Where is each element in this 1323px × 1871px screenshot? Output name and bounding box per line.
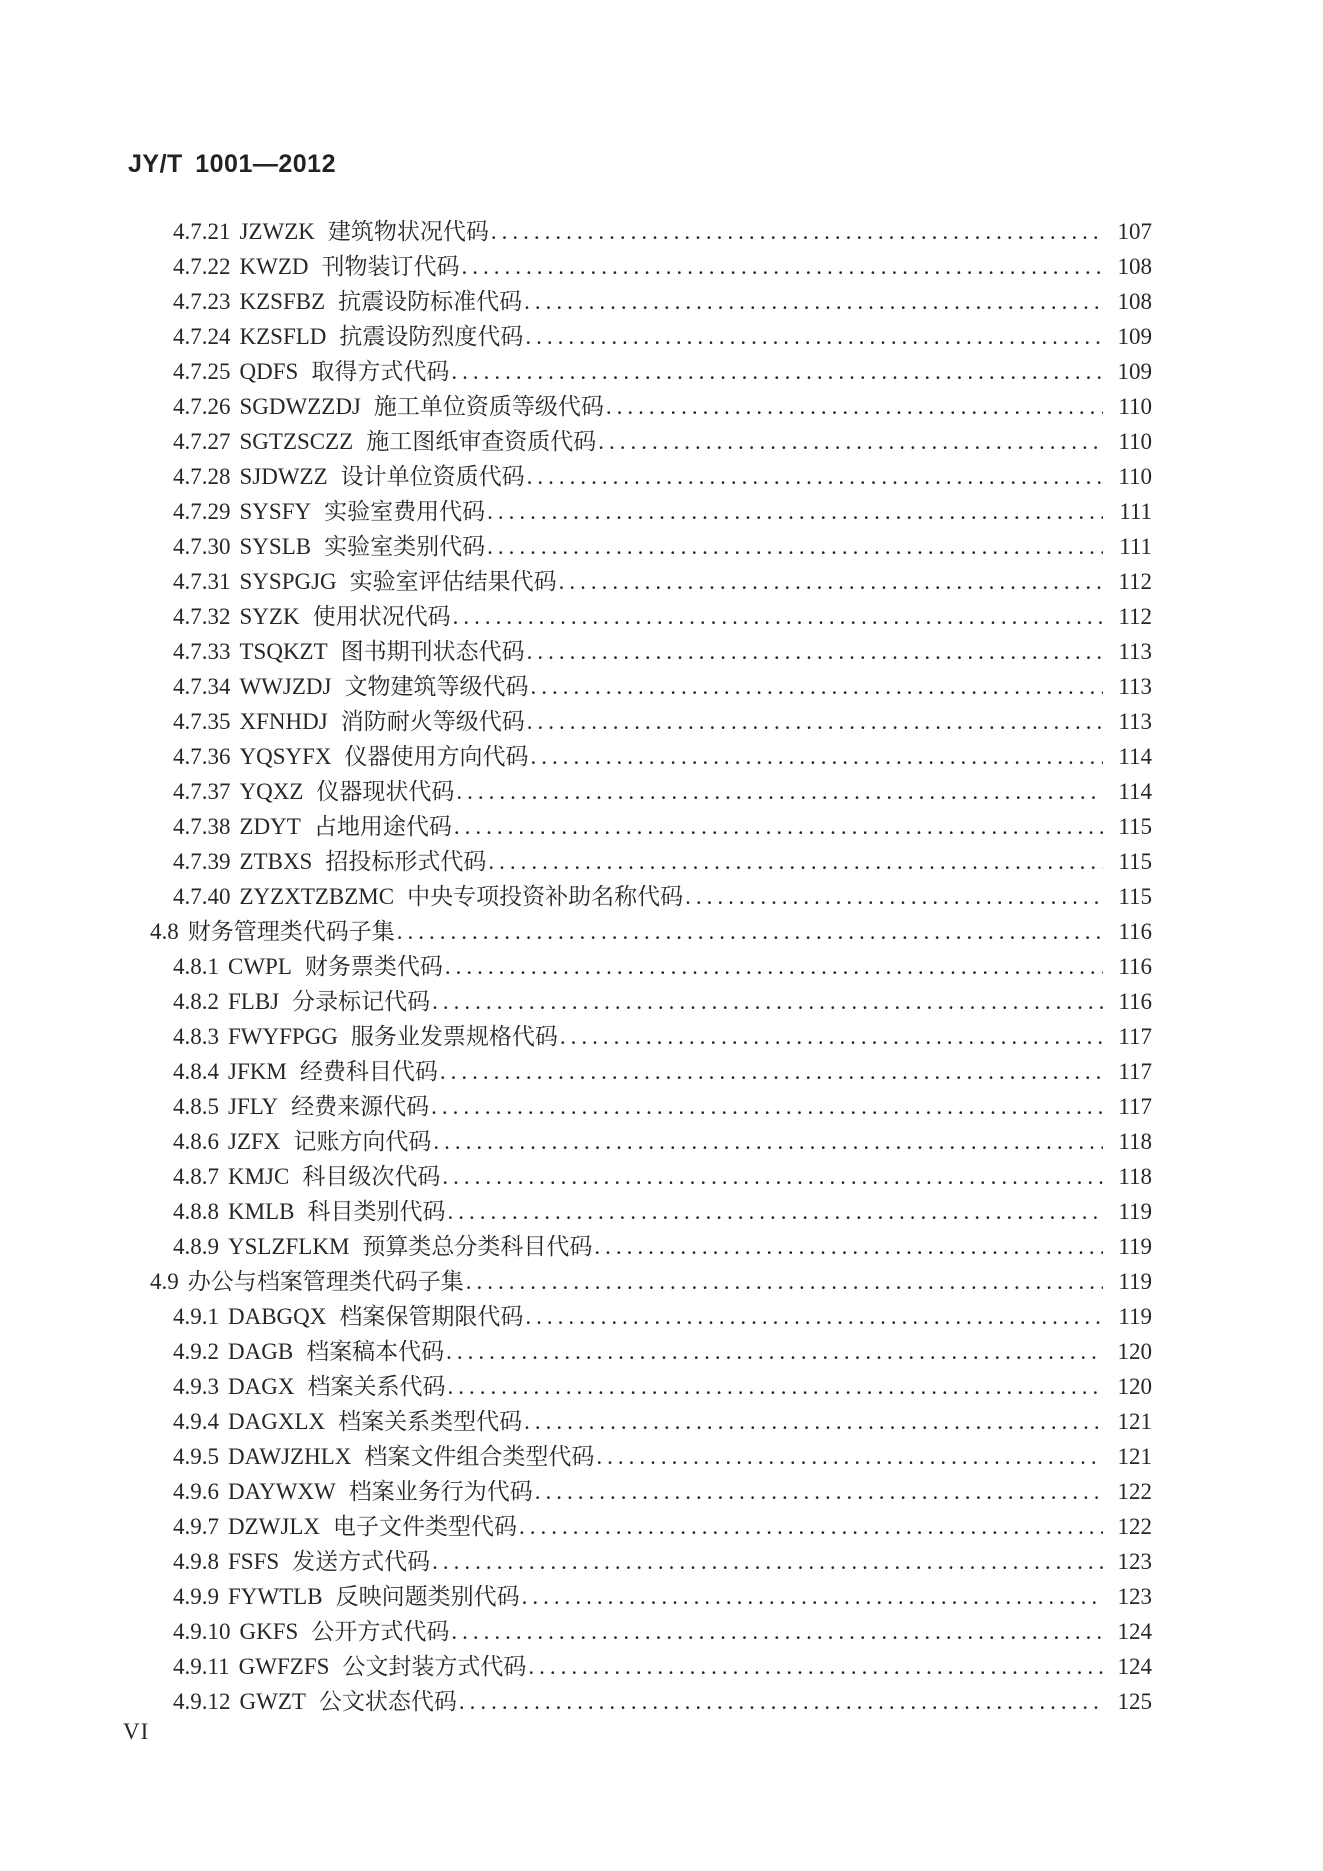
toc-entry-number: 4.8.4 [173,1059,219,1084]
toc-entry[interactable] [150,634,1152,669]
toc-entry-number: 4.9.9 [173,1584,219,1609]
toc-entry-title: 电子文件类型代码 [332,1514,517,1539]
toc-entry-code: KMJC [228,1164,290,1189]
toc-entry[interactable] [150,1544,1152,1579]
toc-entry[interactable] [150,949,1152,984]
toc-entry-title: 档案文件组合类型代码 [364,1444,595,1469]
toc-entry-number: 4.7.22 [173,254,231,279]
toc-entry[interactable] [150,249,1152,284]
toc-entry[interactable] [150,1474,1152,1509]
toc-entry[interactable] [150,1649,1152,1684]
dot-leader [433,1124,1103,1159]
toc-entry-page: 122 [1117,1479,1152,1504]
toc-entry[interactable] [150,1159,1152,1194]
toc-entry-number: 4.9.10 [173,1619,231,1644]
dot-leader [453,599,1103,634]
toc-entry-title: 占地用途代码 [313,814,452,839]
dot-leader [525,319,1103,354]
toc-entry-number: 4.9.3 [173,1374,219,1399]
dot-leader [397,914,1103,949]
toc-entry-code: KMLB [228,1199,295,1224]
toc-entry-page: 111 [1119,534,1152,559]
toc-entry-page: 123 [1117,1549,1152,1574]
toc-entry-code: DAYWXW [228,1479,336,1504]
dot-leader [459,1684,1103,1719]
dot-leader [535,1474,1103,1509]
toc-entry-page: 119 [1118,1234,1152,1259]
toc-entry-code: SYSPGJG [239,569,337,594]
dot-leader [461,249,1103,284]
toc-entry-number: 4.7.21 [173,219,231,244]
toc-entry-title: 科目级次代码 [302,1164,441,1189]
toc-entry-number: 4.8.3 [173,1024,219,1049]
toc-entry-code: DAGX [228,1374,295,1399]
dot-leader [528,1649,1103,1684]
toc-entry-title: 抗震设防标准代码 [338,289,523,314]
doc-header [128,150,336,179]
dot-leader [524,1404,1103,1439]
toc-entry-page: 116 [1118,989,1152,1014]
toc-entry-title: 档案保管期限代码 [339,1304,524,1329]
toc-entry-number: 4.8.5 [173,1094,219,1119]
toc-entry[interactable] [150,809,1152,844]
toc-entry-code: KZSFBZ [239,289,326,314]
toc-entry[interactable] [150,354,1152,389]
toc-entry-page: 117 [1118,1059,1152,1084]
toc-entry-code: FLBJ [228,989,280,1014]
toc-entry-number: 4.9 [150,1269,179,1294]
toc-entry-code: JZWZK [239,219,315,244]
toc-entry-code: WWJZDJ [239,674,332,699]
toc-entry-page: 113 [1118,674,1152,699]
dot-leader [491,214,1103,249]
toc-entry-title: 发送方式代码 [292,1549,431,1574]
toc-entry[interactable] [150,844,1152,879]
toc-entry-number: 4.9.6 [173,1479,219,1504]
toc-entry-page: 116 [1118,954,1152,979]
dot-leader [456,774,1103,809]
toc-entry-code: ZDYT [239,814,301,839]
toc-entry-number: 4.7.36 [173,744,231,769]
toc-entry-number: 4.7.32 [173,604,231,629]
dot-leader [432,1544,1103,1579]
toc-entry-number: 4.8.8 [173,1199,219,1224]
toc-entry-title: 预算类总分类科目代码 [362,1234,593,1259]
toc-entry-title: 使用状况代码 [312,604,451,629]
toc-entry-page: 120 [1117,1339,1152,1364]
toc-entry[interactable] [150,1369,1152,1404]
toc-entry-page: 120 [1117,1374,1152,1399]
toc-entry-number: 4.8.9 [173,1234,219,1259]
toc-entry-page: 124 [1117,1654,1152,1679]
toc-entry-code: JFKM [228,1059,287,1084]
toc-entry[interactable] [150,319,1152,354]
toc-entry[interactable] [150,214,1152,249]
toc-entry[interactable] [150,1299,1152,1334]
toc-entry-page: 108 [1117,254,1152,279]
toc-entry-page: 108 [1117,289,1152,314]
toc-entry-code: JFLY [228,1094,279,1119]
toc-entry[interactable] [150,704,1152,739]
toc-entry[interactable] [150,739,1152,774]
dot-leader [431,1089,1103,1124]
toc-entry-title: 公文状态代码 [318,1689,457,1714]
toc-entry-title: 刊物装订代码 [321,254,460,279]
dot-leader [432,984,1103,1019]
toc-entry-title: 实验室费用代码 [324,499,486,524]
toc-entry-code: SGDWZZDJ [239,394,361,419]
toc-entry-title: 建筑物状况代码 [327,219,489,244]
toc-entry-code: DAWJZHLX [228,1444,352,1469]
toc-entry-page: 112 [1118,604,1152,629]
toc-entry-page: 114 [1118,779,1152,804]
toc-entry-page: 122 [1117,1514,1152,1539]
toc-entry-code: FWYFPGG [228,1024,338,1049]
toc-entry-title: 施工单位资质等级代码 [373,394,604,419]
toc-entry-code: DAGB [228,1339,294,1364]
toc-entry[interactable] [150,1684,1152,1719]
toc-entry-title: 实验室类别代码 [324,534,486,559]
toc-entry-title: 实验室评估结果代码 [349,569,557,594]
toc-entry-title: 记账方向代码 [293,1129,432,1154]
toc-entry[interactable] [150,1019,1152,1054]
toc-entry-title: 档案关系代码 [307,1374,446,1399]
toc-entry-number: 4.7.33 [173,639,231,664]
toc-entry-page: 125 [1117,1689,1152,1714]
toc-entry-code: XFNHDJ [239,709,328,734]
toc-entry[interactable] [150,914,1152,949]
toc-entry-title: 中央专项投资补助名称代码 [407,884,684,909]
toc-entry-code: TSQKZT [239,639,328,664]
toc-entry-number: 4.7.37 [173,779,231,804]
toc-entry[interactable] [150,984,1152,1019]
dot-leader [446,1334,1103,1369]
toc-entry-title: 科目类别代码 [307,1199,446,1224]
toc-entry-code: YQXZ [239,779,304,804]
toc-entry-title: 服务业发票规格代码 [350,1024,558,1049]
toc-entry[interactable] [150,879,1152,914]
toc-entry-page: 115 [1118,849,1152,874]
toc-entry-number: 4.9.2 [173,1339,219,1364]
toc-entry[interactable] [150,529,1152,564]
toc-entry-page: 117 [1118,1024,1152,1049]
toc-entry[interactable] [150,1264,1152,1299]
toc-entry-page: 110 [1118,464,1152,489]
dot-leader [524,284,1103,319]
toc-entry-page: 119 [1118,1199,1152,1224]
dot-leader [451,354,1103,389]
toc-entry[interactable] [150,774,1152,809]
dot-leader [594,1229,1103,1264]
dot-leader [527,704,1103,739]
toc-entry-page: 110 [1118,429,1152,454]
toc-entry-number: 4.7.30 [173,534,231,559]
dot-leader [560,1019,1103,1054]
toc-entry-code: SYSLB [239,534,312,559]
dot-leader [487,529,1103,564]
toc-entry-page: 116 [1118,919,1152,944]
toc-entry[interactable] [150,1229,1152,1264]
standard-number: JY/T 1001—2012 [128,150,336,178]
dot-leader [527,459,1103,494]
toc-entry-code: SYZK [239,604,300,629]
toc-entry[interactable] [150,1054,1152,1089]
toc-entry-number: 4.9.4 [173,1409,219,1434]
toc-entry-code: KWZD [239,254,309,279]
toc-entry-number: 4.7.26 [173,394,231,419]
dot-leader [447,1194,1103,1229]
toc-entry-number: 4.9.12 [173,1689,231,1714]
toc-entry-title: 办公与档案管理类代码子集 [187,1269,464,1294]
toc-entry-title: 财务票类代码 [304,954,443,979]
toc-entry-number: 4.8.2 [173,989,219,1014]
toc-entry-code: ZYZXTZBZMC [239,884,395,909]
toc-entry-title: 仪器使用方向代码 [344,744,529,769]
dot-leader [442,1159,1103,1194]
toc-entry-code: SYSFY [239,499,312,524]
toc-entry-code: CWPL [228,954,292,979]
toc-entry-page: 109 [1117,324,1152,349]
toc-entry-title: 档案业务行为代码 [348,1479,533,1504]
dot-leader [685,879,1103,914]
toc-entry-code: QDFS [239,359,299,384]
dot-leader [606,389,1103,424]
toc-entry-number: 4.8.1 [173,954,219,979]
toc-entry-page: 118 [1118,1129,1152,1154]
toc-entry-page: 124 [1117,1619,1152,1644]
toc-entry-code: GKFS [239,1619,299,1644]
dot-leader [466,1264,1103,1299]
toc-entry[interactable] [150,1089,1152,1124]
toc-entry-number: 4.7.40 [173,884,231,909]
toc-entry-number: 4.9.5 [173,1444,219,1469]
toc-entry-title: 招投标形式代码 [325,849,487,874]
toc-entry[interactable] [150,669,1152,704]
toc-entry-page: 107 [1117,219,1152,244]
toc-entry-number: 4.7.29 [173,499,231,524]
toc-entry-number: 4.7.38 [173,814,231,839]
toc-entry-code: YQSYFX [239,744,332,769]
folio-page-number: VI [123,1719,150,1744]
toc-entry-title: 图书期刊状态代码 [340,639,525,664]
dot-leader [531,739,1103,774]
toc-entry-page: 114 [1118,744,1152,769]
toc-entry-page: 111 [1119,499,1152,524]
toc-entry-title: 仪器现状代码 [316,779,455,804]
toc-entry-title: 公开方式代码 [311,1619,450,1644]
toc-entry-page: 113 [1118,639,1152,664]
toc-entry-page: 119 [1118,1304,1152,1329]
toc-entry[interactable] [150,1404,1152,1439]
toc-entry-title: 分录标记代码 [292,989,431,1014]
toc-entry-page: 113 [1118,709,1152,734]
toc-entry-number: 4.7.39 [173,849,231,874]
dot-leader [454,809,1103,844]
toc-entry[interactable] [150,424,1152,459]
toc-entry-code: SGTZSCZZ [239,429,354,454]
toc-entry-title: 经费来源代码 [291,1094,430,1119]
toc-entry-number: 4.8 [150,919,179,944]
toc-entry-number: 4.9.11 [173,1654,230,1679]
toc-entry[interactable] [150,1614,1152,1649]
dot-leader [447,1369,1103,1404]
toc-entry-number: 4.9.1 [173,1304,219,1329]
toc-entry[interactable] [150,459,1152,494]
toc-list [150,214,1152,1719]
doc-footer [123,1719,149,1745]
toc-entry-page: 115 [1118,884,1152,909]
dot-leader [445,949,1103,984]
toc-entry-code: GWZT [239,1689,306,1714]
dot-leader [596,1439,1103,1474]
toc-entry-title: 档案稿本代码 [306,1339,445,1364]
toc-entry-page: 121 [1117,1444,1152,1469]
toc-entry[interactable] [150,389,1152,424]
toc-entry[interactable] [150,494,1152,529]
toc-entry[interactable] [150,284,1152,319]
toc-entry-title: 消防耐火等级代码 [340,709,525,734]
toc-entry[interactable] [150,599,1152,634]
dot-leader [527,634,1103,669]
dot-leader [530,669,1103,704]
toc-entry-number: 4.8.6 [173,1129,219,1154]
toc-entry-title: 文物建筑等级代码 [344,674,529,699]
toc-entry-code: FSFS [228,1549,280,1574]
toc-entry-code: JZFX [228,1129,281,1154]
toc-entry-title: 施工图纸审查资质代码 [366,429,597,454]
toc-entry-number: 4.8.7 [173,1164,219,1189]
toc-entry[interactable] [150,1509,1152,1544]
toc-entry-code: GWFZFS [238,1654,330,1679]
toc-entry-page: 123 [1117,1584,1152,1609]
toc-entry-page: 110 [1118,394,1152,419]
toc-entry-number: 4.7.34 [173,674,231,699]
toc-entry[interactable] [150,1124,1152,1159]
toc-entry-page: 119 [1118,1269,1152,1294]
toc-entry-code: DAGXLX [228,1409,326,1434]
toc-entry-number: 4.7.35 [173,709,231,734]
dot-leader [451,1614,1103,1649]
toc-entry-number: 4.7.23 [173,289,231,314]
dot-leader [440,1054,1103,1089]
toc-entry[interactable] [150,1579,1152,1614]
toc-entry-number: 4.9.7 [173,1514,219,1539]
toc-entry-title: 反映问题类别代码 [335,1584,520,1609]
toc-entry-page: 117 [1118,1094,1152,1119]
toc-entry-title: 抗震设防烈度代码 [339,324,524,349]
dot-leader [522,1579,1103,1614]
toc-entry-title: 财务管理类代码子集 [187,919,395,944]
toc-entry-code: DABGQX [228,1304,327,1329]
toc-entry-number: 4.7.25 [173,359,231,384]
dot-leader [559,564,1103,599]
toc-entry-number: 4.7.24 [173,324,231,349]
dot-leader [488,844,1103,879]
toc-entry-code: YSLZFLKM [228,1234,350,1259]
toc-entry-number: 4.7.27 [173,429,231,454]
toc-entry-title: 取得方式代码 [311,359,450,384]
toc-entry-page: 112 [1118,569,1152,594]
toc-entry-page: 115 [1118,814,1152,839]
dot-leader [598,424,1103,459]
dot-leader [487,494,1103,529]
toc-entry-page: 109 [1117,359,1152,384]
toc-entry-code: ZTBXS [239,849,313,874]
toc-entry[interactable] [150,1334,1152,1369]
toc-entry-title: 经费科目代码 [299,1059,438,1084]
toc-entry-number: 4.7.31 [173,569,231,594]
toc-entry-title: 设计单位资质代码 [340,464,525,489]
toc-entry-title: 档案关系类型代码 [338,1409,523,1434]
toc-entry-page: 118 [1118,1164,1152,1189]
toc-entry-number: 4.9.8 [173,1549,219,1574]
toc-entry[interactable] [150,1439,1152,1474]
toc-entry-code: DZWJLX [228,1514,320,1539]
dot-leader [519,1509,1103,1544]
dot-leader [525,1299,1103,1334]
toc-entry-page: 121 [1117,1409,1152,1434]
toc-entry[interactable] [150,564,1152,599]
toc-entry-number: 4.7.28 [173,464,231,489]
toc-entry-title: 公文封装方式代码 [342,1654,527,1679]
toc-entry-code: KZSFLD [239,324,327,349]
toc-entry[interactable] [150,1194,1152,1229]
toc-entry-code: FYWTLB [228,1584,323,1609]
toc-entry-code: SJDWZZ [239,464,328,489]
